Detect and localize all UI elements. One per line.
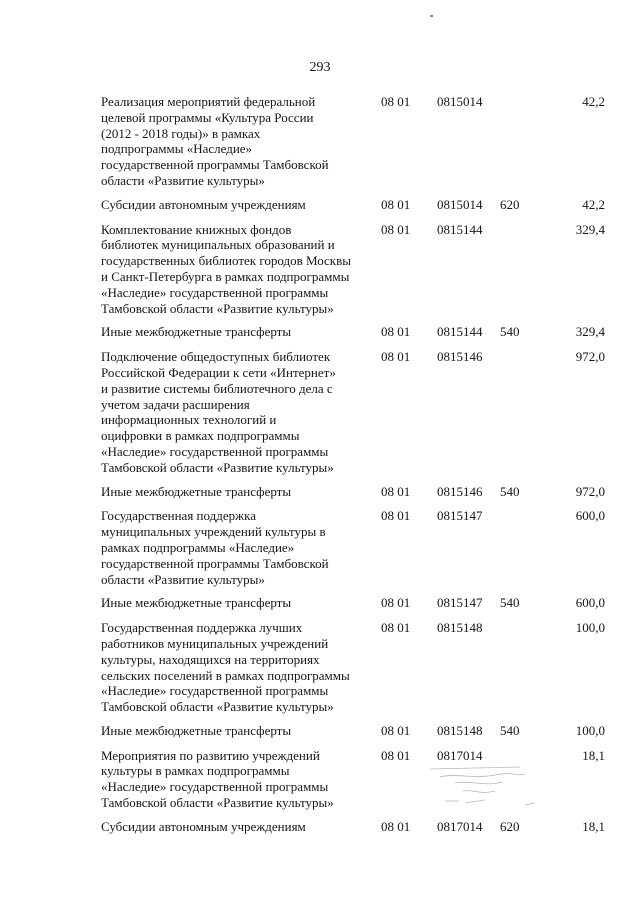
table-row <box>101 595 605 611</box>
row-section: 08 01 <box>381 483 411 499</box>
row-expense-type: 540 <box>500 324 520 340</box>
row-amount: 329,4 <box>575 221 605 237</box>
page-number: 293 <box>309 60 331 75</box>
row-section: 08 01 <box>381 324 411 340</box>
budget-table <box>101 94 605 844</box>
table-row <box>101 508 605 587</box>
row-expense-type: 620 <box>500 818 520 834</box>
table-row <box>101 324 605 340</box>
row-name: Иные межбюджетные трансферты <box>101 324 292 340</box>
row-target-code: 0815147 <box>437 595 483 611</box>
row-expense-type: 620 <box>500 196 520 212</box>
row-expense-type: 540 <box>500 722 520 738</box>
row-name: Субсидии автономным учреждениям <box>101 196 306 212</box>
row-amount: 600,0 <box>575 508 605 524</box>
row-amount: 18,1 <box>582 818 605 834</box>
row-section: 08 01 <box>381 722 411 738</box>
row-target-code: 0815148 <box>437 722 483 738</box>
row-section: 08 01 <box>381 508 411 524</box>
row-target-code: 0817014 <box>437 818 483 834</box>
row-amount: 18,1 <box>582 747 605 763</box>
row-amount: 972,0 <box>575 483 605 499</box>
row-section: 08 01 <box>381 818 411 834</box>
row-amount: 329,4 <box>575 324 605 340</box>
row-name: Подключение общедоступных библиотек Российской Федерации к сети «Интернет» и развитие системы библиотечного дела с учетом задачи расширения информационных технологий и оцифровки в рамках подпрограммы «Наследие» государственной программы Тамбовской области «Развитие культуры» <box>101 349 336 475</box>
row-name: Реализация мероприятий федеральной целевой программы «Культура России (2012 - 2018 годы)» в рамках подпрограммы «Наследие» государственной программы Тамбовской области «Развитие культуры» <box>101 94 329 188</box>
row-target-code: 0815146 <box>437 349 483 365</box>
row-target-code: 0815148 <box>437 620 483 636</box>
scan-speck <box>430 15 433 17</box>
faded-stamp-mark <box>425 765 545 815</box>
row-amount: 42,2 <box>582 196 605 212</box>
row-target-code: 0815147 <box>437 508 483 524</box>
row-target-code: 0815144 <box>437 324 483 340</box>
row-name: Иные межбюджетные трансферты <box>101 595 292 611</box>
row-target-code: 0815144 <box>437 221 483 237</box>
row-name: Мероприятия по развитию учреждений культуры в рамках подпрограммы «Наследие» государственной программы Тамбовской области «Развитие культуры» <box>101 747 334 811</box>
table-row <box>101 222 605 317</box>
row-amount: 42,2 <box>582 94 605 109</box>
table-row <box>101 197 605 213</box>
row-section: 08 01 <box>381 221 411 237</box>
row-target-code: 0815146 <box>437 483 483 499</box>
table-row <box>101 484 605 500</box>
row-amount: 100,0 <box>575 722 605 738</box>
row-target-code: 0817014 <box>437 747 483 763</box>
row-name: Государственная поддержка муниципальных учреждений культуры в рамках подпрограммы «Наследие» государственной программы Тамбовской области «Развитие культуры» <box>101 508 329 587</box>
row-name: Субсидии автономным учреждениям <box>101 818 306 834</box>
row-section: 08 01 <box>381 94 411 109</box>
row-name: Иные межбюджетные трансферты <box>101 722 292 738</box>
row-target-code: 0815014 <box>437 94 483 109</box>
row-target-code: 0815014 <box>437 196 483 212</box>
table-row <box>101 94 605 189</box>
row-expense-type: 540 <box>500 595 520 611</box>
table-row <box>101 723 605 739</box>
row-expense-type: 540 <box>500 483 520 499</box>
row-name: Государственная поддержка лучших работников муниципальных учреждений культуры, находящихся на территориях сельских поселений в рамках подпрограммы «Наследие» государственной программы Тамбовской области «Развитие культуры» <box>101 620 350 715</box>
row-amount: 100,0 <box>575 620 605 636</box>
table-row <box>101 620 605 715</box>
row-section: 08 01 <box>381 747 411 763</box>
table-row <box>101 349 605 475</box>
table-row <box>101 819 605 835</box>
row-name: Иные межбюджетные трансферты <box>101 483 292 499</box>
row-name: Комплектование книжных фондов библиотек муниципальных образований и государственных библиотек городов Москвы и Санкт-Петербурга в рамках подпрограммы «Наследие» государственной программы Тамбовской области «Развитие культуры» <box>101 221 351 316</box>
row-section: 08 01 <box>381 196 411 212</box>
row-amount: 600,0 <box>575 595 605 611</box>
row-amount: 972,0 <box>575 349 605 365</box>
row-section: 08 01 <box>381 620 411 636</box>
row-section: 08 01 <box>381 349 411 365</box>
row-section: 08 01 <box>381 595 411 611</box>
